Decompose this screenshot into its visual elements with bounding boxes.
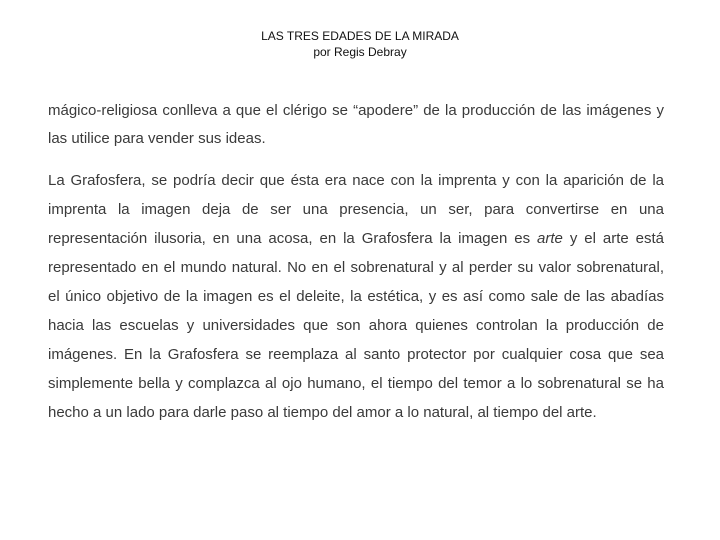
document-author: por Regis Debray <box>313 45 407 59</box>
paragraph-2-emphasis: arte <box>537 230 563 247</box>
document-body <box>48 97 664 427</box>
document-header <box>0 28 720 60</box>
paragraph-2 <box>48 166 664 427</box>
paragraph-1: mágico-religiosa conlleva a que el clérigo se “apodere” de la producción de las imágenes y las utilice para vender sus ideas. <box>48 102 664 147</box>
document-title: LAS TRES EDADES DE LA MIRADA <box>261 29 459 43</box>
paragraph-2-text-end: y el arte está representado en el mundo natural. No en el sobrenatural y al perder su valor sobrenatural, el único objetivo de la imagen es el deleite, la estética, y es así como sale de las abadías hacia las escuelas y universidades que son ahora quienes controlan la producción de imágenes. En la Grafosfera se reemplaza al santo protector por cualquier cosa que sea simplemente bella y complazca al ojo humano, el tiempo del temor a lo sobrenatural se ha hecho a un lado para darle paso al tiempo del amor a lo natural, al tiempo del arte. <box>48 230 664 421</box>
paragraph-2-text-start: La Grafosfera, se podría decir que ésta era nace con la imprenta y con la aparición de la imprenta la imagen deja de ser una presencia, un ser, para convertirse en una representación ilusoria, en una acosa, en la Grafosfera la imagen es <box>48 172 664 247</box>
